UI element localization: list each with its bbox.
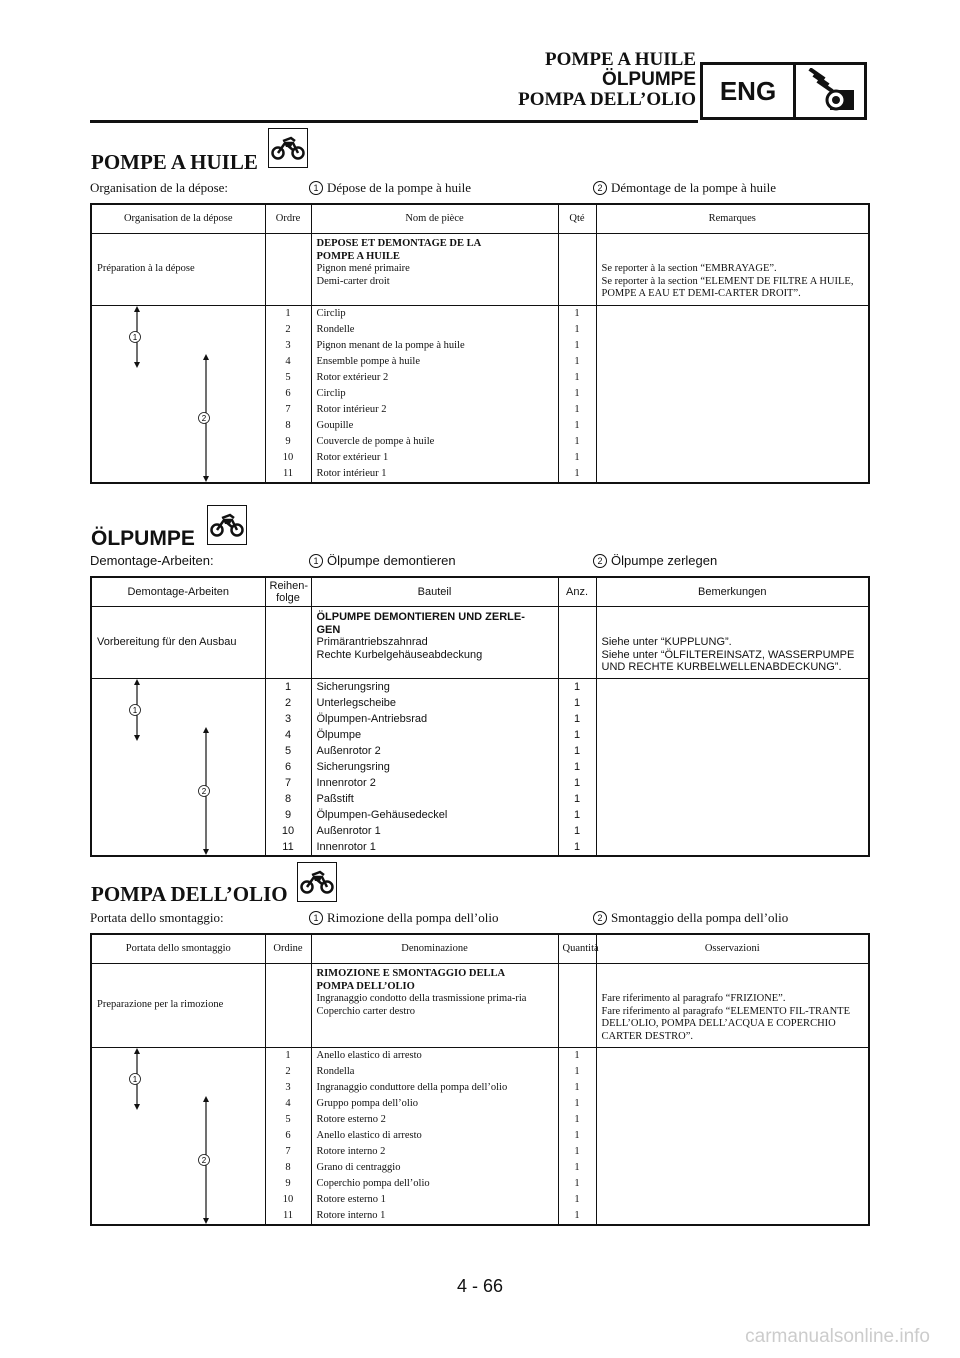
step-part-name: Außenrotor 1 [311, 823, 558, 839]
table-row [91, 1048, 869, 1065]
column-header: Bauteil [311, 577, 558, 607]
step-order: 1 [265, 305, 311, 322]
step-order: 2 [265, 1064, 311, 1080]
header-title-fr: POMPE A HUILE [545, 49, 696, 70]
step-remark [596, 450, 869, 466]
step-remark [596, 743, 869, 759]
marker-1: 1 [309, 554, 323, 568]
header-title-de: ÖLPUMPE [602, 69, 696, 90]
section-title-de: ÖLPUMPE [91, 527, 195, 550]
step-order: 3 [265, 1080, 311, 1096]
step-part-name: Innenrotor 1 [311, 839, 558, 856]
step-remark [596, 1080, 869, 1096]
column-header: Quantità [558, 934, 596, 964]
step-part-name: Ölpumpen-Gehäusedeckel [311, 807, 558, 823]
step-part-name: Unterlegscheibe [311, 695, 558, 711]
step-order: 11 [265, 1208, 311, 1225]
step-remark [596, 1192, 869, 1208]
step-remark [596, 418, 869, 434]
marker-1: 1 [309, 911, 323, 925]
step-order: 4 [265, 1096, 311, 1112]
group-marker-label: 1 [132, 332, 138, 342]
step-remark [596, 823, 869, 839]
group-arrows [91, 1048, 265, 1226]
column-header: Remarques [596, 204, 869, 234]
step-order: 1 [265, 678, 311, 695]
group-arrows [91, 305, 265, 483]
prep-label: Vorbereitung für den Ausbau [97, 636, 237, 648]
step-qty: 1 [558, 759, 596, 775]
marker-2: 2 [593, 911, 607, 925]
step-remark [596, 322, 869, 338]
step-part-name: Ingranaggio conduttore della pompa dell’olio [311, 1080, 558, 1096]
group-marker-label: 2 [201, 413, 207, 423]
step-part-name: Rondelle [311, 322, 558, 338]
eng-badge [700, 62, 867, 120]
group-marker-label: 1 [132, 1075, 138, 1084]
step-remark [596, 1160, 869, 1176]
column-header: Nom de pièce [311, 204, 558, 234]
step-remark [596, 711, 869, 727]
step-qty: 1 [558, 727, 596, 743]
prep-part-name: Primärantriebszahnrad [316, 636, 428, 648]
step-qty: 1 [558, 823, 596, 839]
step-order: 3 [265, 711, 311, 727]
group-2-arrow [199, 727, 210, 855]
section-heading: ÖLPUMPE DEMONTIEREN UND ZERLE- [316, 611, 525, 623]
prep-part-name: Demi-carter droit [316, 275, 390, 287]
section-title-it: POMPA DELL’OLIO [91, 882, 288, 906]
step-remark [596, 338, 869, 354]
step2-label-fr: 2 Démontage de la pompe à huile [593, 180, 776, 196]
marker-2: 2 [593, 554, 607, 568]
step-part-name: Rotor extérieur 2 [311, 370, 558, 386]
page-number: 4 - 66 [456, 1276, 504, 1296]
prep-part-name: Coperchio carter destro [316, 1005, 416, 1017]
header-title-it: POMPA DELL’OLIO [518, 89, 696, 110]
group-1-arrow [130, 306, 141, 368]
step-remark [596, 1128, 869, 1144]
section-heading: DEPOSE ET DEMONTAGE DE LA [316, 238, 482, 249]
step-qty: 1 [558, 1128, 596, 1144]
step-remark [596, 775, 869, 791]
step-part-name: Ölpumpen-Antriebsrad [311, 711, 558, 727]
step1-label-de: 1 Ölpumpe demontieren [309, 553, 456, 568]
section-heading: POMPA DELL’OLIO [316, 980, 415, 992]
step-remark [596, 1176, 869, 1192]
step-order: 6 [265, 1128, 311, 1144]
engine-piston-icon [796, 65, 864, 117]
step-qty: 1 [558, 1048, 596, 1065]
step-qty: 1 [558, 678, 596, 695]
step-qty: 1 [558, 466, 596, 483]
step-part-name: Circlip [311, 386, 558, 402]
step-order: 10 [265, 823, 311, 839]
step-remark [596, 402, 869, 418]
watermark: carmanualsonline.info [745, 1326, 930, 1347]
column-header: Reihen- folge [265, 577, 311, 607]
motorcycle-icon [297, 862, 337, 902]
group-marker-label: 2 [201, 786, 207, 796]
prep-part-remark: Se reporter à la section “EMBRAYAGE”. [601, 263, 777, 274]
step-part-name: Gruppo pompa dell’olio [311, 1096, 558, 1112]
step-order: 11 [265, 466, 311, 483]
step-part-name: Rotor intérieur 1 [311, 466, 558, 483]
step-qty: 1 [558, 695, 596, 711]
step-qty: 1 [558, 305, 596, 322]
step-order: 10 [265, 1192, 311, 1208]
step2-label-de: 2 Ölpumpe zerlegen [593, 553, 717, 568]
parts-table-fr [90, 203, 870, 484]
org-label-fr: Organisation de la dépose: [90, 180, 229, 195]
motorcycle-icon [268, 128, 308, 168]
step-remark [596, 759, 869, 775]
step-remark [596, 678, 869, 695]
section-title-fr: POMPE A HUILE [91, 150, 258, 174]
group-2-arrow [199, 354, 210, 482]
step-part-name: Grano di centraggio [311, 1160, 558, 1176]
step-order: 2 [265, 695, 311, 711]
org-label-it: Portata dello smontaggio: [90, 910, 224, 925]
column-header: Organisation de la dépose [91, 204, 265, 234]
column-header: Bemerkungen [596, 577, 869, 607]
marker-2: 2 [593, 181, 607, 195]
prep-row [91, 607, 869, 679]
step-order: 5 [265, 370, 311, 386]
step-order: 5 [265, 1112, 311, 1128]
table-header-row [91, 577, 869, 607]
column-header: Osservazioni [596, 934, 869, 964]
step2-label-it: 2 Smontaggio della pompa dell’olio [593, 910, 788, 926]
step-part-name: Innenrotor 2 [311, 775, 558, 791]
column-header: Portata dello smontaggio [91, 934, 265, 964]
step-order: 9 [265, 1176, 311, 1192]
section-heading: RIMOZIONE E SMONTAGGIO DELLA [316, 968, 506, 979]
table-row [91, 678, 869, 695]
marker-1: 1 [309, 181, 323, 195]
step-qty: 1 [558, 434, 596, 450]
prep-part-name: Ingranaggio condotto della trasmissione prima-ria [316, 993, 527, 1004]
prep-part-name: Pignon mené primaire [316, 263, 410, 274]
step-remark [596, 386, 869, 402]
step-part-name: Rotore esterno 2 [311, 1112, 558, 1128]
step-order: 2 [265, 322, 311, 338]
section-heading: GEN [316, 623, 341, 636]
step-remark [596, 807, 869, 823]
prep-part-remark: Fare riferimento al paragrafo “FRIZIONE”. [601, 993, 786, 1004]
step-qty: 1 [558, 1176, 596, 1192]
section-heading: POMPE A HUILE [316, 250, 400, 262]
step-part-name: Coperchio pompa dell’olio [311, 1176, 558, 1192]
step-part-name: Rondella [311, 1064, 558, 1080]
step-qty: 1 [558, 1208, 596, 1225]
step-qty: 1 [558, 711, 596, 727]
step-order: 1 [265, 1048, 311, 1065]
column-header: Anz. [558, 577, 596, 607]
step-qty: 1 [558, 1144, 596, 1160]
step-order: 8 [265, 791, 311, 807]
step-part-name: Ölpumpe [311, 727, 558, 743]
step-order: 9 [265, 434, 311, 450]
prep-part-remark: Se reporter à la section “ELEMENT DE FILTRE A HUILE, POMPE A EAU ET DEMI-CARTER DROIT”. [601, 275, 854, 299]
step-remark [596, 466, 869, 483]
step-qty: 1 [558, 1192, 596, 1208]
header-rule [90, 120, 698, 123]
group-1-arrow [130, 1048, 141, 1110]
step-part-name: Rotore interno 2 [311, 1144, 558, 1160]
step-order: 8 [265, 1160, 311, 1176]
step-qty: 1 [558, 370, 596, 386]
step-qty: 1 [558, 807, 596, 823]
parts-table-de [90, 576, 870, 857]
step-order: 4 [265, 354, 311, 370]
column-header: Denominazione [311, 934, 558, 964]
org-label-de: Demontage-Arbeiten: [90, 553, 214, 568]
step-part-name: Rotor intérieur 2 [311, 402, 558, 418]
step-part-name: Paßstift [311, 791, 558, 807]
group-marker-label: 2 [201, 1156, 207, 1165]
step-part-name: Sicherungsring [311, 678, 558, 695]
step-order: 6 [265, 386, 311, 402]
step-qty: 1 [558, 1112, 596, 1128]
prep-row [91, 964, 869, 1048]
step-part-name: Anello elastico di arresto [311, 1128, 558, 1144]
step-qty: 1 [558, 1064, 596, 1080]
step-part-name: Pignon menant de la pompe à huile [311, 338, 558, 354]
group-marker-label: 1 [132, 705, 138, 715]
step-remark [596, 695, 869, 711]
prep-part-name: Rechte Kurbelgehäuseabdeckung [316, 648, 483, 661]
step-remark [596, 1144, 869, 1160]
step-order: 7 [265, 1144, 311, 1160]
prep-part-remark: Fare riferimento al paragrafo “ELEMENTO FIL-TRANTE DELL’OLIO, POMPA DELL’ACQUA E COPERCHIO CARTER DESTRO”. [601, 1005, 851, 1042]
step-qty: 1 [558, 338, 596, 354]
group-arrows [91, 678, 265, 856]
step-part-name: Goupille [311, 418, 558, 434]
step-qty: 1 [558, 791, 596, 807]
step-qty: 1 [558, 775, 596, 791]
step-qty: 1 [558, 1080, 596, 1096]
column-header: Ordine [265, 934, 311, 964]
step-remark [596, 370, 869, 386]
step-qty: 1 [558, 402, 596, 418]
step-remark [596, 1112, 869, 1128]
step-qty: 1 [558, 1160, 596, 1176]
step-part-name: Rotore interno 1 [311, 1208, 558, 1225]
step-remark [596, 1096, 869, 1112]
prep-part-remark: Siehe unter “KUPPLUNG”. [601, 636, 732, 648]
step-part-name: Rotore esterno 1 [311, 1192, 558, 1208]
step1-label-it: 1 Rimozione della pompa dell’olio [309, 910, 499, 926]
step-remark [596, 434, 869, 450]
step-order: 3 [265, 338, 311, 354]
motorcycle-icon [207, 505, 247, 545]
step-qty: 1 [558, 322, 596, 338]
step-remark [596, 727, 869, 743]
step-remark [596, 839, 869, 856]
step-part-name: Anello elastico di arresto [311, 1048, 558, 1065]
step-remark [596, 1064, 869, 1080]
step-qty: 1 [558, 839, 596, 856]
step-qty: 1 [558, 418, 596, 434]
table-header-row [91, 934, 869, 964]
step-part-name: Rotor extérieur 1 [311, 450, 558, 466]
step-part-name: Circlip [311, 305, 558, 322]
step-order: 5 [265, 743, 311, 759]
group-2-arrow [199, 1096, 210, 1224]
step-qty: 1 [558, 386, 596, 402]
step-order: 6 [265, 759, 311, 775]
step-order: 8 [265, 418, 311, 434]
step-remark [596, 791, 869, 807]
column-header: Qté [558, 204, 596, 234]
column-header: Demontage-Arbeiten [91, 577, 265, 607]
prep-label: Preparazione per la rimozione [97, 999, 224, 1011]
step-remark [596, 305, 869, 322]
eng-badge-label: ENG [703, 65, 796, 117]
step-part-name: Außenrotor 2 [311, 743, 558, 759]
step-order: 10 [265, 450, 311, 466]
step-order: 9 [265, 807, 311, 823]
step-part-name: Couvercle de pompe à huile [311, 434, 558, 450]
step-qty: 1 [558, 1096, 596, 1112]
step-remark [596, 354, 869, 370]
step-order: 7 [265, 402, 311, 418]
step-order: 11 [265, 839, 311, 856]
step-order: 4 [265, 727, 311, 743]
column-header: Ordre [265, 204, 311, 234]
group-1-arrow [130, 679, 141, 741]
table-header-row [91, 204, 869, 234]
prep-label: Préparation à la dépose [97, 263, 195, 274]
step1-label-fr: 1 Dépose de la pompe à huile [309, 180, 471, 196]
step-order: 7 [265, 775, 311, 791]
step-qty: 1 [558, 450, 596, 466]
step-part-name: Sicherungsring [311, 759, 558, 775]
step-part-name: Ensemble pompe à huile [311, 354, 558, 370]
parts-table-it [90, 933, 870, 1226]
prep-part-remark: Siehe unter “ÖLFILTEREINSATZ, WASSERPUMPE UND RECHTE KURBELWELLENABDECKUNG”. [601, 648, 855, 673]
prep-row [91, 234, 869, 306]
header-titles [518, 50, 696, 110]
table-row [91, 305, 869, 322]
step-remark [596, 1048, 869, 1065]
step-qty: 1 [558, 354, 596, 370]
step-qty: 1 [558, 743, 596, 759]
step-remark [596, 1208, 869, 1225]
